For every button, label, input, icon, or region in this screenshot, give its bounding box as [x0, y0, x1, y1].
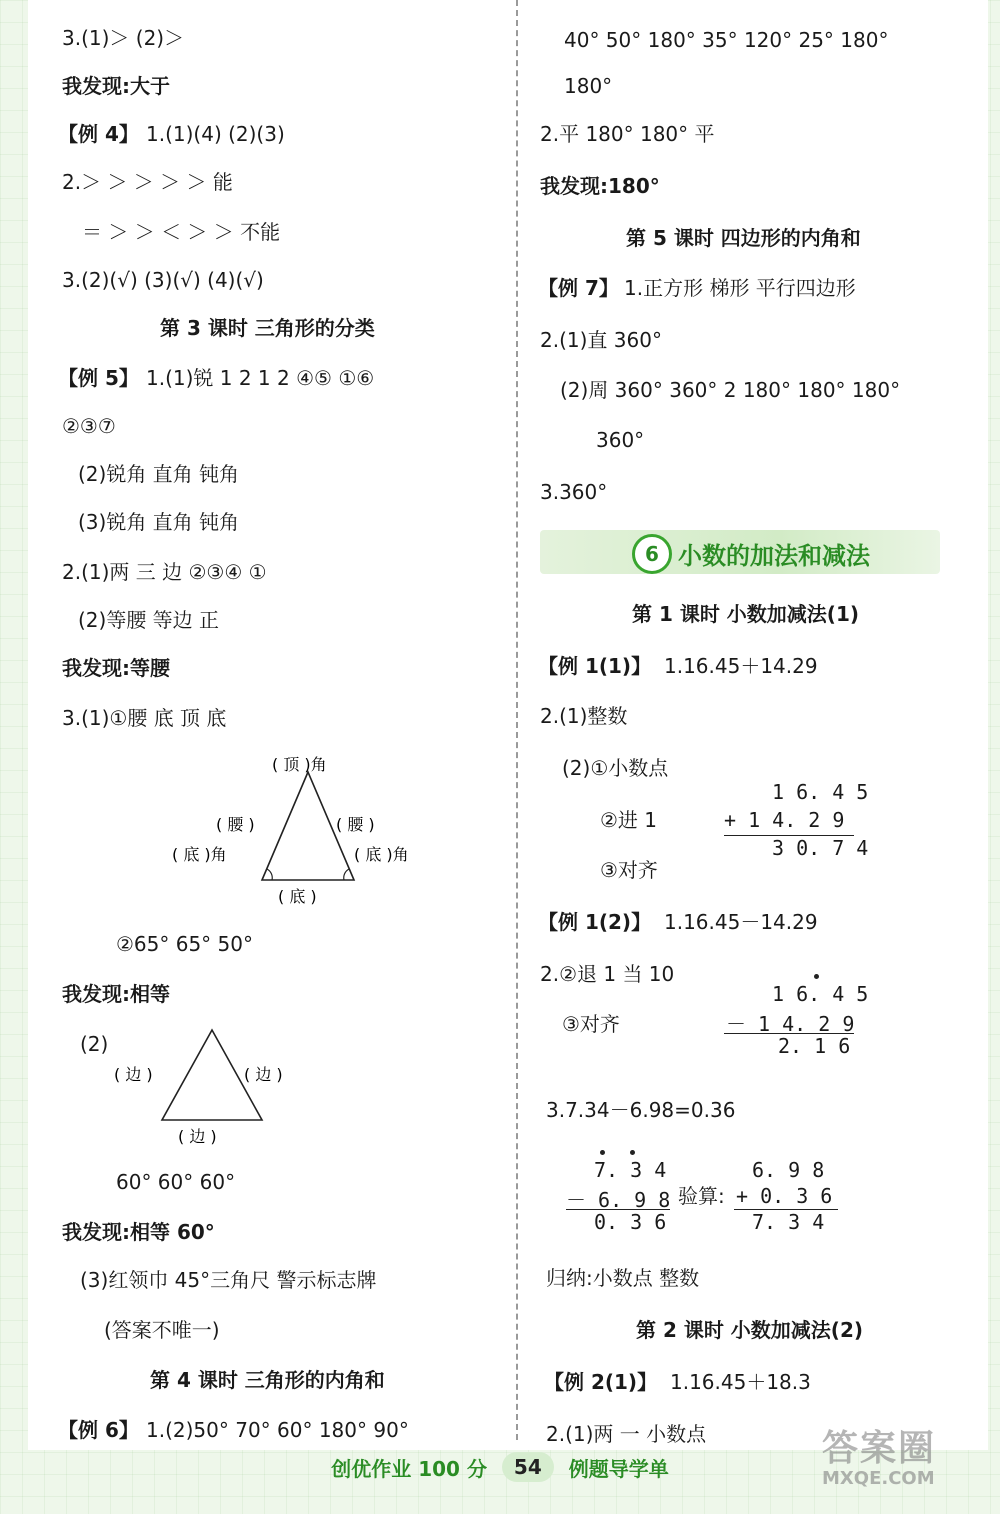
answer-line: (2)周 360° 360° 2 180° 180° 180°	[560, 378, 901, 402]
answer-line: 我发现:等腰	[62, 656, 170, 680]
answer-line: 1.16.45＋14.29	[664, 654, 818, 678]
equilateral-triangle-figure	[100, 1024, 320, 1154]
calc-row: － 6. 9 8	[566, 1188, 671, 1212]
answer-line: 3.(2)(√) (3)(√) (4)(√)	[62, 268, 264, 292]
calc-row: + 1 4. 2 9	[724, 808, 845, 832]
unit-number-badge: 6	[632, 534, 672, 574]
answer-line: 360°	[596, 428, 645, 452]
answer-line: 2.(1)整数	[540, 704, 628, 728]
answer-line: 1.16.45－14.29	[664, 910, 818, 934]
answer-line: 3.(1)①腰 底 顶 底	[62, 706, 227, 730]
example-tag: 【例 6】	[58, 1418, 139, 1442]
answer-line: (2)等腰 等边 正	[78, 608, 220, 632]
answer-line: (2)①小数点	[562, 756, 669, 780]
answer-line: (2)锐角 直角 钝角	[78, 462, 240, 486]
calc-row: + 0. 3 6	[736, 1184, 833, 1208]
answer-line: 3.7.34－6.98=0.36	[546, 1098, 736, 1122]
label-base: ( 边 )	[178, 1127, 217, 1146]
lesson-heading: 第 3 课时 三角形的分类	[160, 316, 375, 340]
calc-row: 0. 3 6	[594, 1210, 667, 1234]
answer-line: 归纳:小数点 整数	[546, 1266, 700, 1290]
calc-row: 1 6. 4 5	[772, 982, 869, 1006]
page-number: 54	[502, 1452, 554, 1482]
column-divider	[516, 0, 518, 1440]
answer-line: ②③⑦	[62, 414, 116, 438]
example-tag: 【例 7】	[538, 276, 619, 300]
example-tag: 【例 5】	[58, 366, 139, 390]
answer-line: ③对齐	[562, 1012, 620, 1036]
watermark-logo: 答案圈	[822, 1428, 937, 1469]
label-left-angle: ( 底 )角	[172, 845, 227, 864]
answer-line: 2.平 180° 180° 平	[540, 122, 715, 146]
label-right-side: ( 边 )	[244, 1065, 283, 1084]
answer-line: 1.(1)(4) (2)(3)	[146, 122, 285, 146]
label-right-angle: ( 底 )角	[354, 845, 409, 864]
check-label: 验算:	[678, 1184, 725, 1208]
site-watermark	[822, 1420, 992, 1502]
label-right-side: ( 腰 )	[336, 815, 375, 834]
calc-row: 6. 9 8	[752, 1158, 825, 1182]
answer-line: (3)红领巾 45°三角尺 警示标志牌	[80, 1268, 377, 1292]
example-tag: 【例 4】	[58, 122, 139, 146]
calc-row: － 1 4. 2 9	[726, 1012, 855, 1036]
example-tag: 【例 1(2)】	[538, 910, 652, 934]
answer-line: 2.(1)两 一 小数点	[546, 1422, 707, 1446]
unit-banner	[540, 530, 940, 574]
answer-line: 我发现:大于	[62, 74, 170, 98]
answer-line: 60° 60° 60°	[116, 1170, 236, 1194]
base-angle-mark-left	[267, 869, 272, 880]
answer-line: 我发现:相等 60°	[62, 1220, 215, 1244]
label-top-angle: ( 顶 )角	[272, 755, 327, 774]
label-left-side: ( 腰 )	[216, 815, 255, 834]
answer-line: 3.360°	[540, 480, 608, 504]
borrow-dot	[630, 1150, 635, 1155]
answer-line: 2.②退 1 当 10	[540, 962, 675, 986]
example-tag: 【例 2(1)】	[544, 1370, 658, 1394]
footer-section-name: 例题导学单	[568, 1456, 669, 1481]
answer-line: ②进 1	[600, 808, 658, 832]
watermark-url: MXQE.COM	[822, 1468, 935, 1489]
answer-line: ②65° 65° 50°	[116, 932, 253, 956]
answer-line: 我发现:相等	[62, 982, 170, 1006]
calc-row: 1 6. 4 5	[772, 780, 869, 804]
answer-line: 我发现:180°	[540, 174, 660, 198]
lesson-heading: 第 5 课时 四边形的内角和	[626, 226, 861, 250]
label-base: ( 底 )	[278, 887, 317, 906]
answer-line: ＝ ＞ ＞ ＜ ＞ ＞ 不能	[82, 220, 281, 244]
answer-line: (2)	[80, 1032, 109, 1056]
calc-row: 3 0. 7 4	[772, 836, 869, 860]
calc-row: 7. 3 4	[752, 1210, 825, 1234]
borrow-dot	[814, 974, 819, 979]
answer-line: 2.(1)直 360°	[540, 328, 662, 352]
lesson-heading: 第 1 课时 小数加减法(1)	[632, 602, 860, 626]
answer-line: 180°	[564, 74, 613, 98]
answer-line: (答案不唯一)	[104, 1318, 220, 1342]
answer-line: 40° 50° 180° 35° 120° 25° 180°	[564, 28, 889, 52]
answer-line: (3)锐角 直角 钝角	[78, 510, 240, 534]
calc-row: 2. 1 6	[778, 1034, 851, 1058]
base-angle-mark-right	[344, 869, 349, 880]
answer-line: 2.(1)两 三 边 ②③④ ①	[62, 560, 267, 584]
answer-line: ③对齐	[600, 858, 658, 882]
lesson-heading: 第 2 课时 小数加减法(2)	[636, 1318, 864, 1342]
answer-line: 1.(1)锐 1 2 1 2 ④⑤ ①⑥	[146, 366, 375, 390]
borrow-dot	[600, 1150, 605, 1155]
label-left-side: ( 边 )	[114, 1065, 153, 1084]
lesson-heading: 第 4 课时 三角形的内角和	[150, 1368, 385, 1392]
answer-line: 3.(1)＞ (2)＞	[62, 26, 185, 50]
answer-line: 1.16.45＋18.3	[670, 1370, 811, 1394]
answer-line: 1.(2)50° 70° 60° 180° 90°	[146, 1418, 409, 1442]
footer-book-title: 创优作业 100 分	[331, 1456, 487, 1481]
calc-row: 7. 3 4	[594, 1158, 667, 1182]
unit-title: 小数的加法和减法	[678, 542, 870, 570]
isosceles-triangle-figure	[160, 748, 460, 918]
example-tag: 【例 1(1)】	[538, 654, 652, 678]
answer-line: 2.＞ ＞ ＞ ＞ ＞ 能	[62, 170, 233, 194]
answer-line: 1.正方形 梯形 平行四边形	[624, 276, 856, 300]
